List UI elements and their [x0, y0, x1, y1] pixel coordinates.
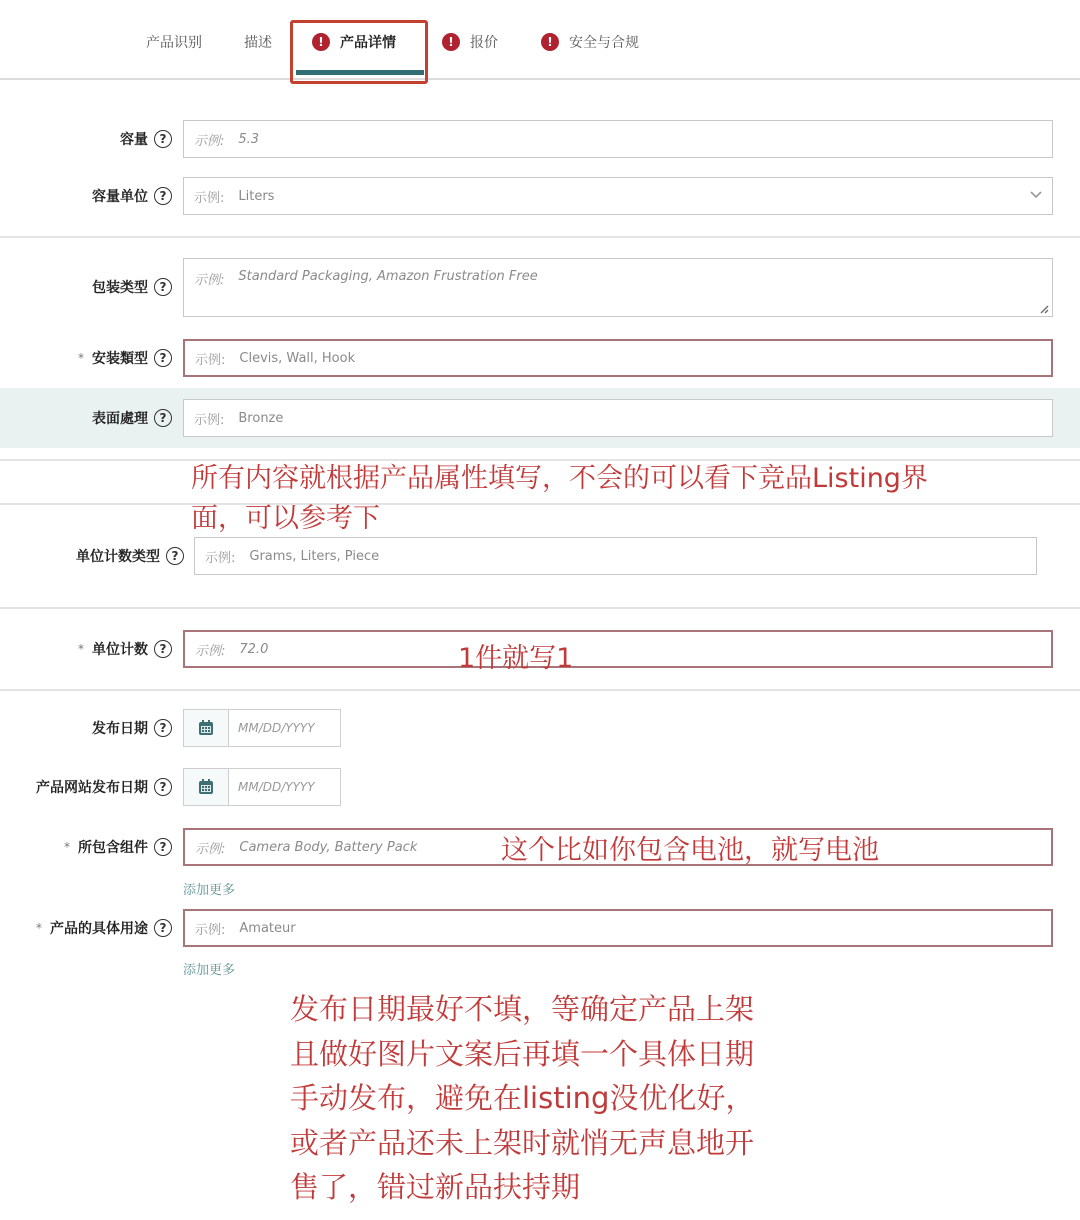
website-release-date-picker[interactable]: [183, 768, 341, 806]
packaging-type-textarea[interactable]: 示例: Standard Packaging, Amazon Frustration Free: [183, 258, 1053, 317]
add-more-components-link[interactable]: 添加更多: [183, 883, 236, 898]
help-icon[interactable]: ?: [154, 640, 172, 658]
help-icon[interactable]: ?: [154, 278, 172, 296]
finish-type-input[interactable]: 示例: Bronze: [183, 399, 1053, 437]
unit-count-type-input[interactable]: 示例: Grams, Liters, Piece: [194, 537, 1037, 575]
calendar-icon[interactable]: [184, 710, 229, 746]
unit-count-type-label: 单位计数类型 ?: [0, 545, 184, 567]
mounting-type-label: * 安装類型 ?: [0, 347, 172, 369]
release-date-picker[interactable]: [183, 709, 341, 747]
annotation-note-unit-count: 1件就写1: [458, 643, 574, 674]
help-icon[interactable]: ?: [154, 349, 172, 367]
packaging-type-label: 包装类型 ?: [0, 276, 172, 298]
included-components-input[interactable]: 示例: Camera Body, Battery Pack: [183, 828, 1053, 866]
annotation-note-components: 这个比如你包含电池，就写电池: [501, 835, 879, 866]
divider: [0, 607, 1080, 609]
annotation-note-release-date: 发布日期最好不填，等确定产品上架 且做好图片文案后再填一个具体日期 手动发布，避免在listing没优化好， 或者产品还未上架时就悄无声息地开 售了，错过新品扶持期: [290, 992, 755, 1204]
calendar-icon[interactable]: [184, 769, 229, 805]
tab-product-details[interactable]: ! 产品详情: [312, 32, 396, 52]
divider: [0, 689, 1080, 691]
resize-handle-icon[interactable]: [1039, 303, 1049, 313]
help-icon[interactable]: ?: [154, 187, 172, 205]
tab-safety-compliance[interactable]: ! 安全与合规: [541, 32, 639, 52]
add-more-uses-link[interactable]: 添加更多: [183, 963, 236, 978]
finish-type-label: 表面處理 ?: [0, 407, 172, 429]
included-components-label: * 所包含组件 ?: [0, 836, 172, 858]
annotation-note-general: 所有内容就根据产品属性填写，不会的可以看下竞品Listing界 面，可以参考下: [191, 463, 928, 534]
specific-uses-input[interactable]: 示例: Amateur: [183, 909, 1053, 947]
website-release-date-input[interactable]: MM/DD/YYYY: [238, 780, 315, 794]
help-icon[interactable]: ?: [154, 409, 172, 427]
error-icon: !: [541, 33, 559, 51]
capacity-label: 容量 ?: [0, 128, 172, 150]
help-icon[interactable]: ?: [154, 130, 172, 148]
tab-product-identity[interactable]: 产品识别: [146, 35, 202, 51]
mounting-type-input[interactable]: 示例: Clevis, Wall, Hook: [183, 339, 1053, 377]
error-icon: !: [312, 33, 330, 51]
annotation-highlight-box: [290, 20, 428, 84]
help-icon[interactable]: ?: [154, 778, 172, 796]
help-icon[interactable]: ?: [154, 838, 172, 856]
divider: [0, 236, 1080, 238]
unit-count-label: * 单位计数 ?: [0, 638, 172, 660]
specific-uses-label: * 产品的具体用途 ?: [0, 917, 172, 939]
capacity-input[interactable]: 示例: 5.3: [183, 120, 1053, 158]
release-date-label: 发布日期 ?: [0, 717, 172, 739]
release-date-input[interactable]: MM/DD/YYYY: [238, 721, 315, 735]
capacity-unit-label: 容量单位 ?: [0, 185, 172, 207]
capacity-unit-select[interactable]: 示例: Liters: [183, 177, 1053, 215]
error-icon: !: [442, 33, 460, 51]
help-icon[interactable]: ?: [154, 919, 172, 937]
website-release-date-label: 产品网站发布日期 ?: [0, 776, 172, 798]
help-icon[interactable]: ?: [166, 547, 184, 565]
tab-offer[interactable]: ! 报价: [442, 32, 498, 52]
tab-description[interactable]: 描述: [244, 35, 272, 51]
unit-count-input[interactable]: 示例: 72.0: [183, 630, 1053, 668]
chevron-down-icon: [1030, 188, 1042, 203]
help-icon[interactable]: ?: [154, 719, 172, 737]
